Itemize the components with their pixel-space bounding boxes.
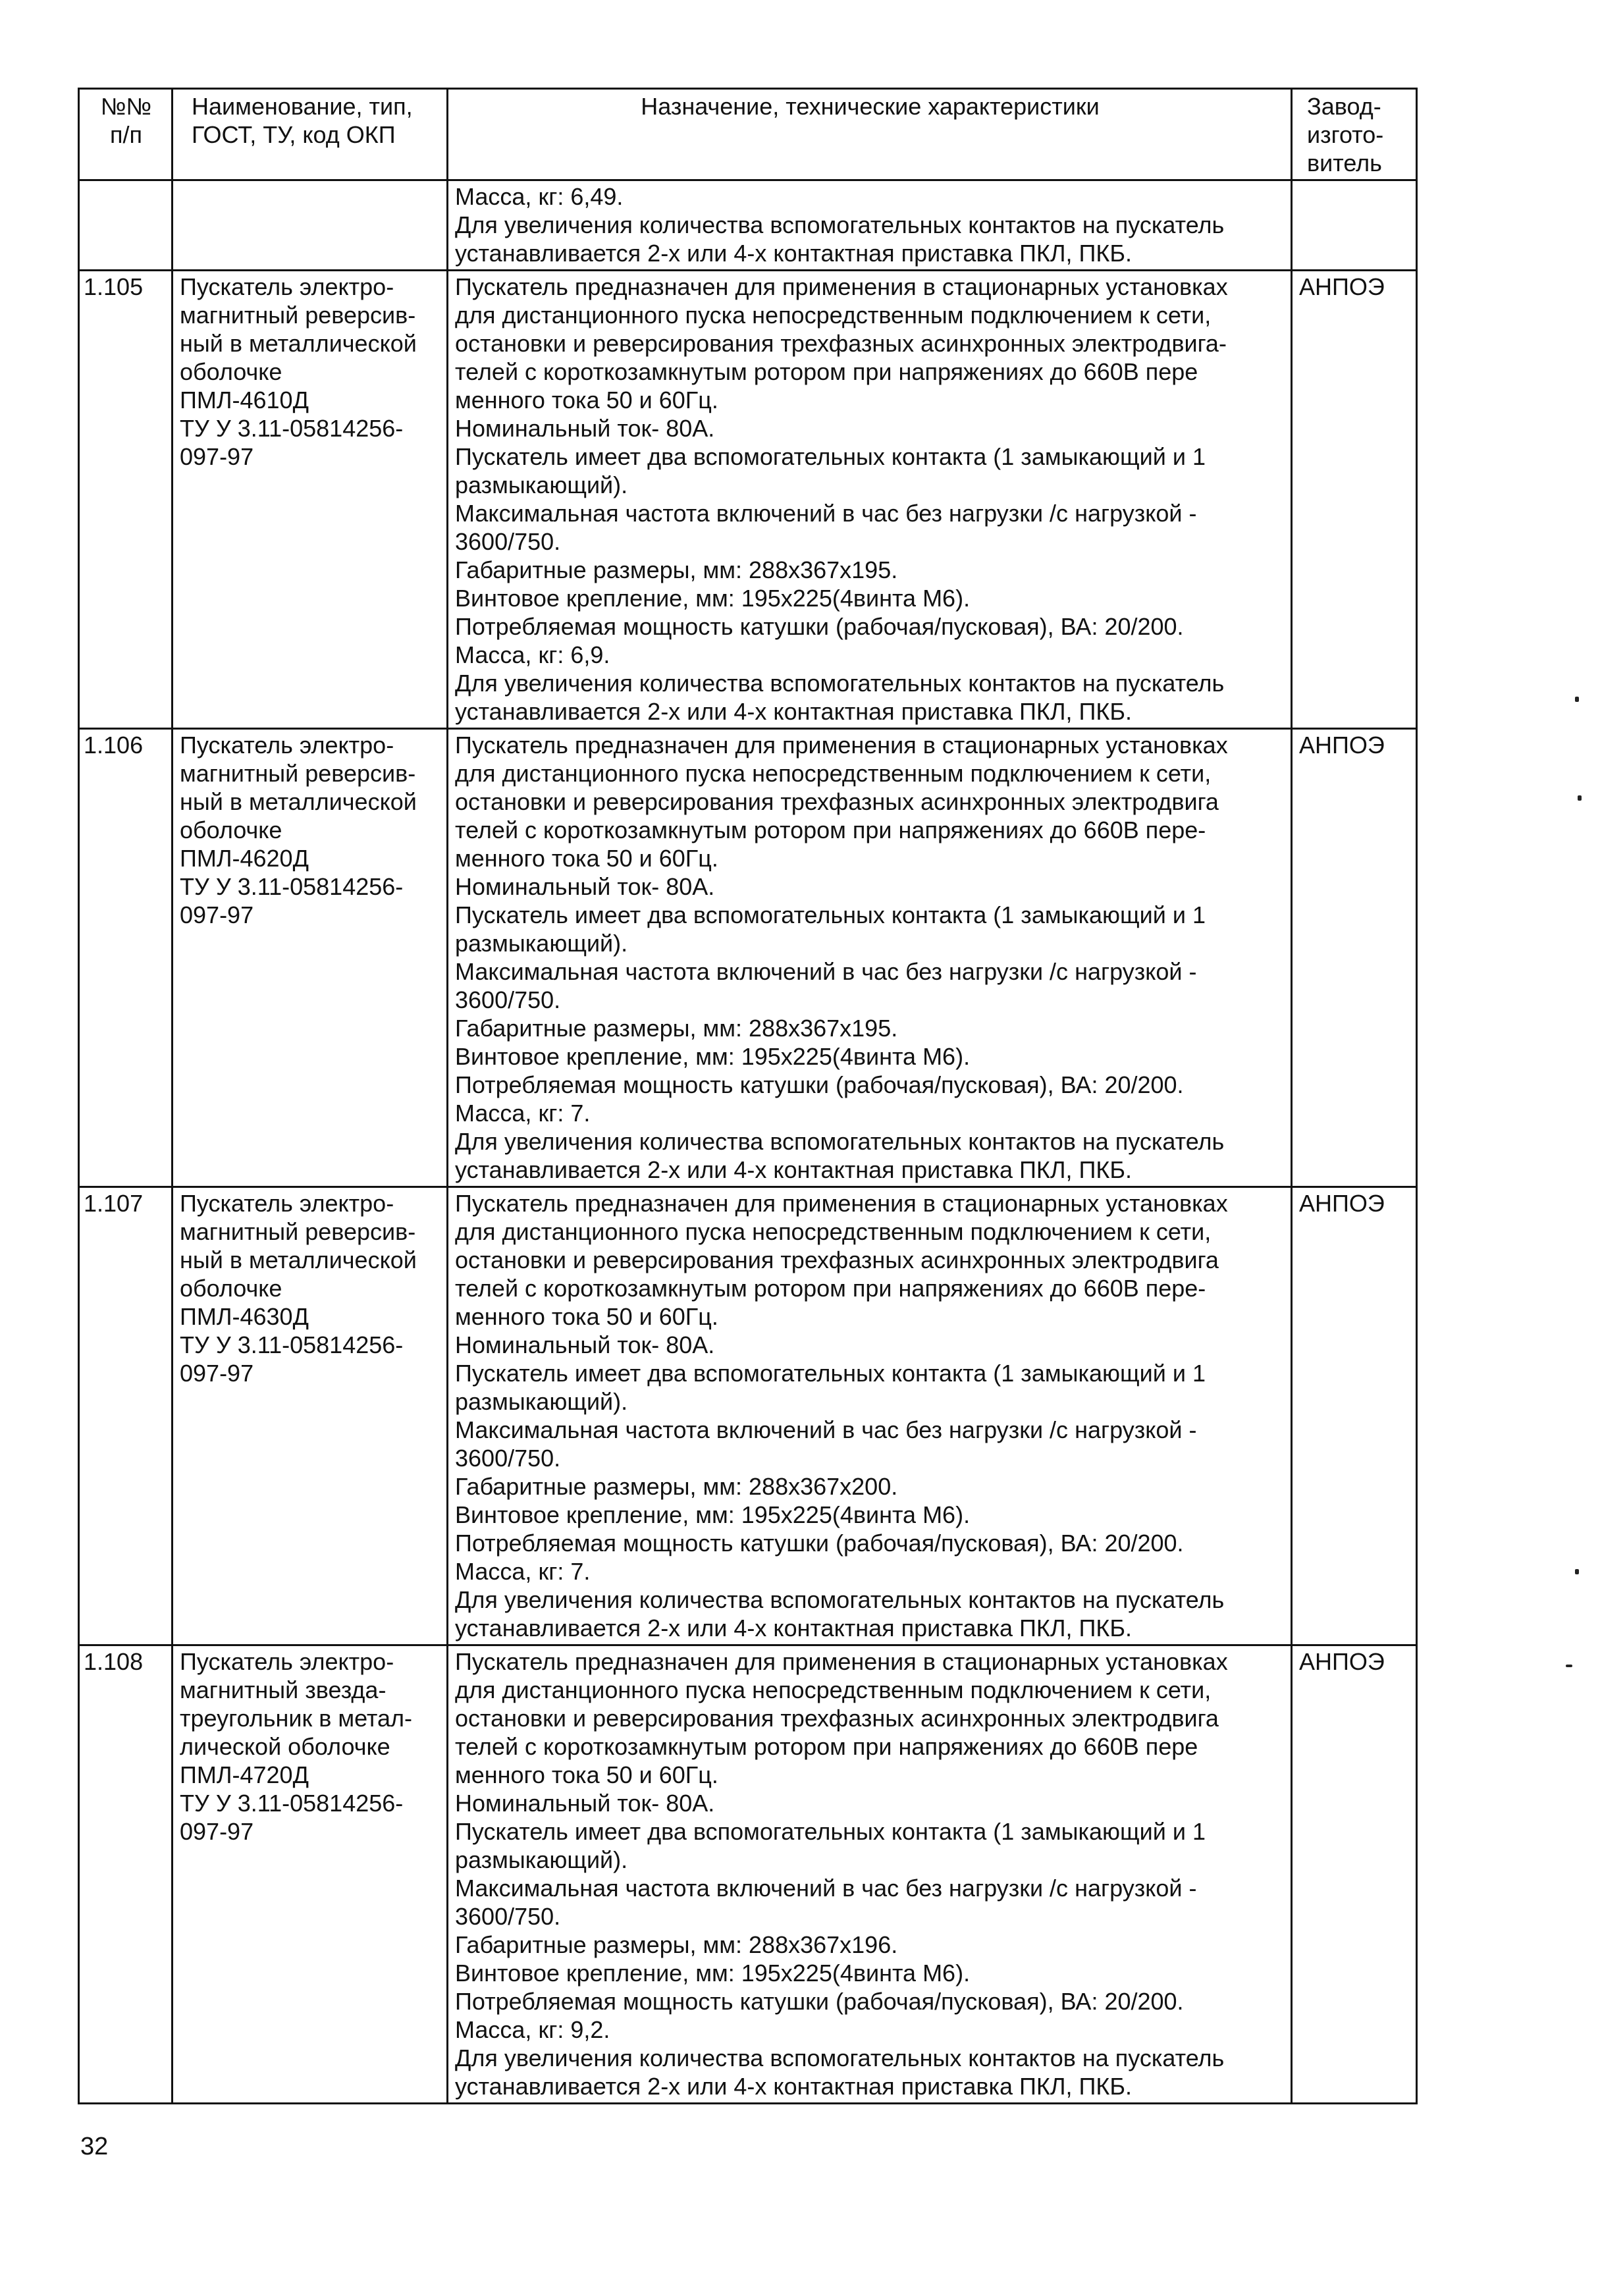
name-line: ПМЛ-4610Д xyxy=(180,387,309,414)
row-number-cell xyxy=(79,180,173,271)
description-line: для дистанционного пуска непосредственным подключением к сети, xyxy=(455,302,1212,329)
name-line: магнитный реверсив- xyxy=(180,760,416,787)
description-line: размыкающий). xyxy=(455,1846,628,1873)
description-line: Номинальный ток- 80А. xyxy=(455,1331,715,1358)
description-line: Номинальный ток- 80А. xyxy=(455,873,715,900)
description-line: остановки и реверсирования трехфазных асинхронных электродвига xyxy=(455,1246,1219,1273)
header-name-line: Наименование, тип, xyxy=(192,93,413,120)
name-line: ТУ У 3.11-05814256- xyxy=(180,1331,404,1358)
description-line: для дистанционного пуска непосредственным подключением к сети, xyxy=(455,760,1212,787)
header-row xyxy=(79,89,1417,180)
catalog-table xyxy=(78,88,1418,2104)
name-line: оболочке xyxy=(180,358,282,385)
header-manufacturer-line: витель xyxy=(1307,149,1382,176)
description-line: остановки и реверсирования трехфазных асинхронных электродвига xyxy=(455,788,1219,815)
row-manufacturer-cell: АНПОЭ xyxy=(1292,729,1417,1187)
description-line: Номинальный ток- 80А. xyxy=(455,415,715,442)
name-line: ный в металлической xyxy=(180,1246,417,1273)
row-manufacturer-cell: АНПОЭ xyxy=(1292,271,1417,729)
product-row xyxy=(79,271,1417,729)
description-line: Масса, кг: 6,9. xyxy=(455,641,610,668)
name-line: оболочке xyxy=(180,1275,282,1302)
description-line: размыкающий). xyxy=(455,471,628,498)
description-line: Пускатель предназначен для применения в стационарных установках xyxy=(455,732,1228,759)
description-line: Пускатель имеет два вспомогательных контакта (1 замыкающий и 1 xyxy=(455,901,1206,928)
description-line: размыкающий). xyxy=(455,930,628,957)
name-line: 097-97 xyxy=(180,1360,254,1387)
description-line: Пускатель предназначен для применения в стационарных установках xyxy=(455,1648,1228,1675)
name-line: 097-97 xyxy=(180,1818,254,1845)
description-line: 3600/750. xyxy=(455,1445,561,1472)
description-line: Потребляемая мощность катушки (рабочая/пусковая), ВА: 20/200. xyxy=(455,1988,1184,2015)
row-manufacturer-cell: АНПОЭ xyxy=(1292,1187,1417,1645)
row-name-cell xyxy=(173,180,448,271)
name-line: Пускатель электро- xyxy=(180,273,394,300)
header-manufacturer-line: изгото- xyxy=(1307,121,1384,148)
description-line: для дистанционного пуска непосредственным подключением к сети, xyxy=(455,1218,1212,1245)
description-line: устанавливается 2-х или 4-х контактная приставка ПКЛ, ПКБ. xyxy=(455,1615,1132,1642)
header-description-line: Назначение, технические характеристики xyxy=(641,93,1100,120)
description-line: Масса, кг: 7. xyxy=(455,1100,591,1127)
description-line: Винтовое крепление, мм: 195х225(4винта М6). xyxy=(455,1501,971,1528)
description-line: размыкающий). xyxy=(455,1388,628,1415)
name-line: ный в металлической xyxy=(180,788,417,815)
description-line: для дистанционного пуска непосредственным подключением к сети, xyxy=(455,1676,1212,1703)
description-line: Номинальный ток- 80А. xyxy=(455,1790,715,1817)
description-line: Для увеличения количества вспомогательных контактов на пускатель xyxy=(455,211,1225,238)
continuation-row xyxy=(79,180,1417,271)
description-line: менного тока 50 и 60Гц. xyxy=(455,387,718,414)
name-line: ПМЛ-4720Д xyxy=(180,1761,309,1788)
description-line: менного тока 50 и 60Гц. xyxy=(455,845,718,872)
product-row xyxy=(79,1187,1417,1645)
description-line: Потребляемая мощность катушки (рабочая/пусковая), ВА: 20/200. xyxy=(455,1071,1184,1098)
name-line: ТУ У 3.11-05814256- xyxy=(180,873,404,900)
description-line: Пускатель имеет два вспомогательных контакта (1 замыкающий и 1 xyxy=(455,443,1206,470)
description-line: Максимальная частота включений в час без нагрузки /с нагрузкой - xyxy=(455,1416,1197,1443)
description-line: менного тока 50 и 60Гц. xyxy=(455,1303,718,1330)
name-line: треугольник в метал- xyxy=(180,1705,413,1732)
description-line: Пускатель имеет два вспомогательных контакта (1 замыкающий и 1 xyxy=(455,1360,1206,1387)
row-number-cell: 1.107 xyxy=(79,1187,173,1645)
description-line: устанавливается 2-х или 4-х контактная приставка ПКЛ, ПКБ. xyxy=(455,1156,1132,1183)
page-number: 32 xyxy=(80,2133,109,2160)
description-line: Потребляемая мощность катушки (рабочая/пусковая), ВА: 20/200. xyxy=(455,1530,1184,1557)
row-description-cell xyxy=(448,1645,1292,2104)
row-number-cell: 1.106 xyxy=(79,729,173,1187)
description-line: Для увеличения количества вспомогательных контактов на пускатель xyxy=(455,1586,1225,1613)
row-name-cell xyxy=(173,271,448,729)
row-description-cell xyxy=(448,271,1292,729)
name-line: 097-97 xyxy=(180,443,254,470)
scan-speck xyxy=(1578,795,1582,801)
description-line: Для увеличения количества вспомогательных контактов на пускатель xyxy=(455,670,1225,697)
header-number-line: п/п xyxy=(110,121,142,148)
name-line: магнитный звезда- xyxy=(180,1676,387,1703)
name-line: Пускатель электро- xyxy=(180,732,394,759)
description-line: Для увеличения количества вспомогательных контактов на пускатель xyxy=(455,2044,1225,2071)
description-line: Максимальная частота включений в час без нагрузки /с нагрузкой - xyxy=(455,1875,1197,1902)
description-line: Максимальная частота включений в час без нагрузки /с нагрузкой - xyxy=(455,500,1197,527)
header-manufacturer-line: Завод- xyxy=(1307,93,1381,120)
header-name-line: ГОСТ, ТУ, код ОКП xyxy=(192,121,396,148)
row-name-cell xyxy=(173,1187,448,1645)
product-row xyxy=(79,729,1417,1187)
name-line: оболочке xyxy=(180,816,282,843)
description-line: Для увеличения количества вспомогательных контактов на пускатель xyxy=(455,1128,1225,1155)
row-name-cell xyxy=(173,729,448,1187)
description-line: остановки и реверсирования трехфазных асинхронных электродвига- xyxy=(455,330,1227,357)
row-manufacturer-cell xyxy=(1292,180,1417,271)
header-description-cell xyxy=(448,89,1292,180)
description-line: Винтовое крепление, мм: 195х225(4винта М6). xyxy=(455,585,971,612)
description-line: устанавливается 2-х или 4-х контактная приставка ПКЛ, ПКБ. xyxy=(455,698,1132,725)
header-number-cell xyxy=(79,89,173,180)
row-name-cell xyxy=(173,1645,448,2104)
table-body xyxy=(79,180,1417,2104)
name-line: магнитный реверсив- xyxy=(180,1218,416,1245)
description-line: Винтовое крепление, мм: 195х225(4винта М6). xyxy=(455,1960,971,1987)
description-line: 3600/750. xyxy=(455,1903,561,1930)
description-line: Масса, кг: 9,2. xyxy=(455,2016,610,2043)
header-name-cell xyxy=(173,89,448,180)
scan-speck xyxy=(1575,697,1579,702)
name-line: ПМЛ-4630Д xyxy=(180,1303,309,1330)
description-line: Потребляемая мощность катушки (рабочая/пусковая), ВА: 20/200. xyxy=(455,613,1184,640)
name-line: Пускатель электро- xyxy=(180,1190,394,1217)
row-number-cell: 1.105 xyxy=(79,271,173,729)
description-line: Пускатель предназначен для применения в стационарных установках xyxy=(455,1190,1228,1217)
description-line: остановки и реверсирования трехфазных асинхронных электродвига xyxy=(455,1705,1219,1732)
header-manufacturer-cell xyxy=(1292,89,1417,180)
description-line: Максимальная частота включений в час без нагрузки /с нагрузкой - xyxy=(455,958,1197,985)
description-line: Габаритные размеры, мм: 288х367х195. xyxy=(455,556,898,583)
description-line: устанавливается 2-х или 4-х контактная приставка ПКЛ, ПКБ. xyxy=(455,240,1132,267)
description-line: телей с короткозамкнутым ротором при напряжениях до 660В пере xyxy=(455,1733,1198,1760)
description-line: Габаритные размеры, мм: 288х367х195. xyxy=(455,1015,898,1042)
description-line: Пускатель имеет два вспомогательных контакта (1 замыкающий и 1 xyxy=(455,1818,1206,1845)
description-line: Габаритные размеры, мм: 288х367х200. xyxy=(455,1473,898,1500)
scan-speck xyxy=(1575,1569,1579,1574)
description-line: 3600/750. xyxy=(455,986,561,1013)
product-row xyxy=(79,1645,1417,2104)
description-line: 3600/750. xyxy=(455,528,561,555)
name-line: ТУ У 3.11-05814256- xyxy=(180,415,404,442)
description-line: телей с короткозамкнутым ротором при напряжениях до 660В пере- xyxy=(455,816,1206,843)
description-line: Винтовое крепление, мм: 195х225(4винта М6). xyxy=(455,1043,971,1070)
description-line: Пускатель предназначен для применения в стационарных установках xyxy=(455,273,1228,300)
name-line: 097-97 xyxy=(180,901,254,928)
description-line: менного тока 50 и 60Гц. xyxy=(455,1761,718,1788)
description-line: телей с короткозамкнутым ротором при напряжениях до 660В пере- xyxy=(455,1275,1206,1302)
name-line: магнитный реверсив- xyxy=(180,302,416,329)
description-line: устанавливается 2-х или 4-х контактная приставка ПКЛ, ПКБ. xyxy=(455,2073,1132,2100)
name-line: лической оболочке xyxy=(180,1733,390,1760)
row-description-cell xyxy=(448,1187,1292,1645)
name-line: ный в металлической xyxy=(180,330,417,357)
description-line: телей с короткозамкнутым ротором при напряжениях до 660В пере xyxy=(455,358,1198,385)
row-number-cell: 1.108 xyxy=(79,1645,173,2104)
description-line: Габаритные размеры, мм: 288х367х196. xyxy=(455,1931,898,1958)
row-description-cell xyxy=(448,729,1292,1187)
name-line: ПМЛ-4620Д xyxy=(180,845,309,872)
row-description-cell xyxy=(448,180,1292,271)
row-manufacturer-cell: АНПОЭ xyxy=(1292,1645,1417,2104)
scan-speck xyxy=(1566,1665,1572,1667)
name-line: Пускатель электро- xyxy=(180,1648,394,1675)
header-number-line: №№ xyxy=(100,93,152,120)
description-line: Масса, кг: 7. xyxy=(455,1558,591,1585)
description-line: Масса, кг: 6,49. xyxy=(455,183,624,210)
name-line: ТУ У 3.11-05814256- xyxy=(180,1790,404,1817)
